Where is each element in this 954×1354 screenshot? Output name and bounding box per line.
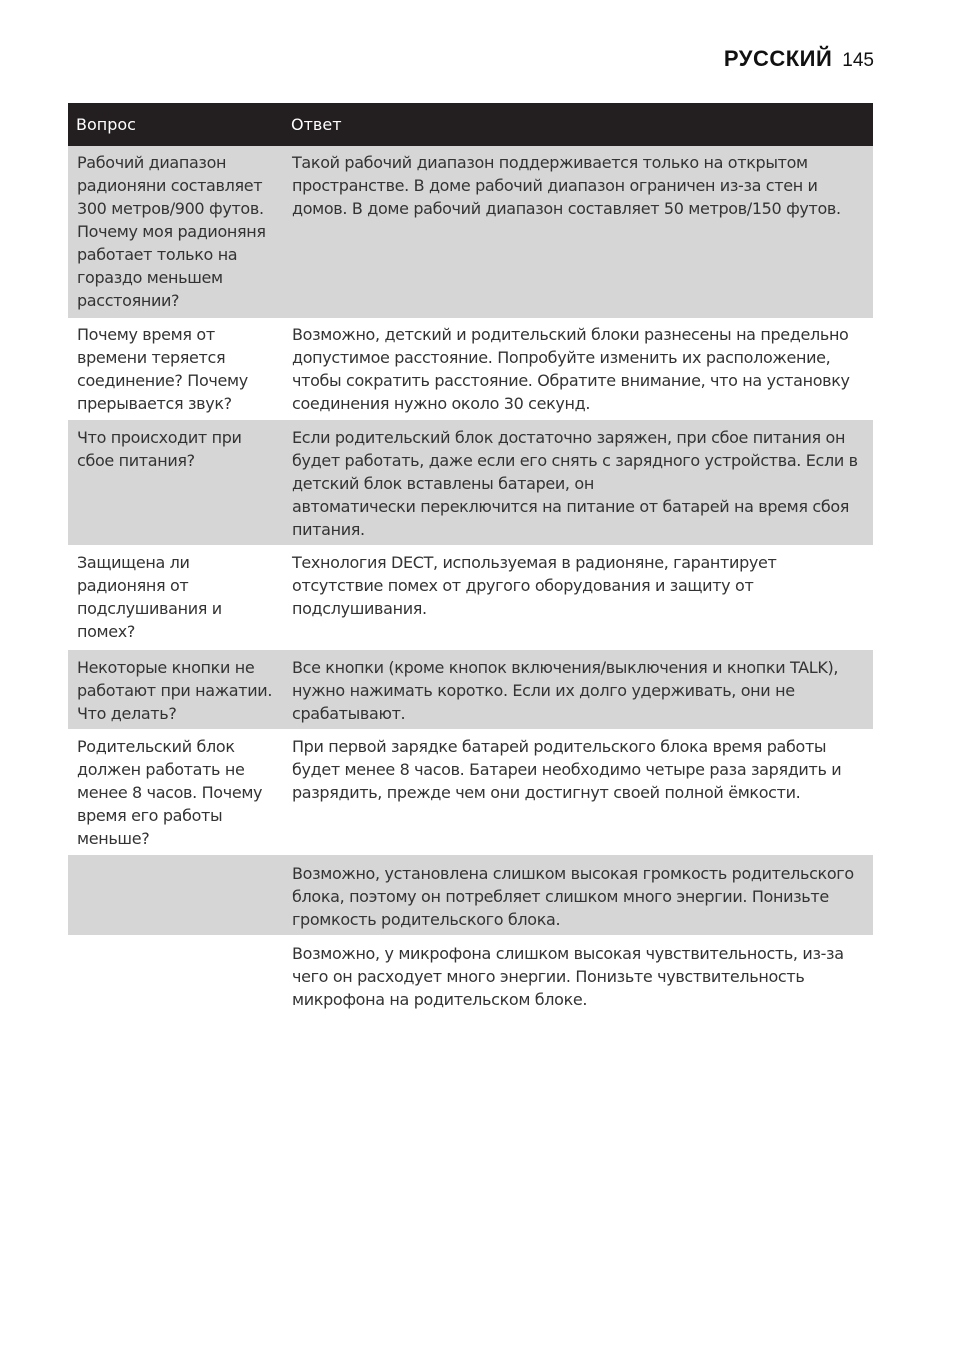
question-cell: Что происходит при сбое питания? <box>68 420 283 545</box>
question-cell: Некоторые кнопки не работают при нажатии. Что делать? <box>68 650 283 729</box>
answer-cell: Возможно, у микрофона слишком высокая чувствительность, из-за чего он расходует много энергии. Понизьте чувствительность микрофона на родительском блоке. <box>292 944 844 1009</box>
table-row <box>68 729 873 855</box>
question-cell <box>68 935 283 1015</box>
table-header-row <box>68 103 873 146</box>
question-cell: Родительский блок должен работать не менее 8 часов. Почему время его работы меньше? <box>77 737 263 848</box>
faq-table <box>68 103 873 1015</box>
table-row <box>68 146 873 318</box>
question-cell: Почему время от времени теряется соединение? Почему прерывается звук? <box>77 325 248 413</box>
language-heading: РУССКИЙ <box>723 46 833 71</box>
page-header <box>724 46 874 72</box>
table-row <box>68 318 873 420</box>
answer-cell: При первой зарядке батарей родительского блока время работы будет менее 8 часов. Батареи необходимо четыре раза зарядить и разрядить, прежде чем они достигнут своей полной ёмкости. <box>292 737 842 802</box>
answer-cell: Все кнопки (кроме кнопок включения/выключения и кнопки TALK), нужно нажимать коротко. Если их долго удерживать, они не срабатывают. <box>283 650 873 729</box>
question-cell: Рабочий диапазон радионяни составляет 300 метров/900 футов. Почему моя радионяня работает только на гораздо меньшем расстоянии? <box>68 146 283 318</box>
question-cell <box>68 855 283 935</box>
answer-cell: Такой рабочий диапазон поддерживается только на открытом пространстве. В доме рабочий диапазон ограничен из-за стен и домов. В доме рабочий диапазон составляет 50 метров/150 футов. <box>283 146 873 318</box>
question-cell: Защищена ли радионяня от подслушивания и помех? <box>77 553 222 641</box>
answer-cell: Технология DECT, используемая в радионяне, гарантирует отсутствие помех от другого оборудования и защиту от подслушивания. <box>292 553 777 618</box>
table-row <box>68 935 873 1015</box>
table-row <box>68 545 873 650</box>
answer-cell <box>283 420 873 545</box>
table-row <box>68 420 873 545</box>
column-header-answer: Ответ <box>283 103 873 146</box>
column-header-question: Вопрос <box>68 103 283 146</box>
page-number: 145 <box>842 50 874 71</box>
answer-text: Если родительский блок достаточно заряжен, при сбое питания он будет работать, даже если его снять с зарядного устройства. Если в детский блок вставлены батареи, он <box>292 428 858 493</box>
table-row <box>68 650 873 729</box>
answer-text-continued: автоматически переключится на питание от батарей на время сбоя питания. <box>292 497 850 539</box>
answer-cell: Возможно, установлена слишком высокая громкость родительского блока, поэтому он потребляет слишком много энергии. Понизьте громкость родительского блока. <box>283 855 873 935</box>
answer-cell: Возможно, детский и родительский блоки разнесены на предельно допустимое расстояние. Попробуйте изменить их расположение, чтобы сократить расстояние. Обратите внимание, что на установку соединения нужно около 30 секунд. <box>292 325 850 413</box>
table-row <box>68 855 873 935</box>
